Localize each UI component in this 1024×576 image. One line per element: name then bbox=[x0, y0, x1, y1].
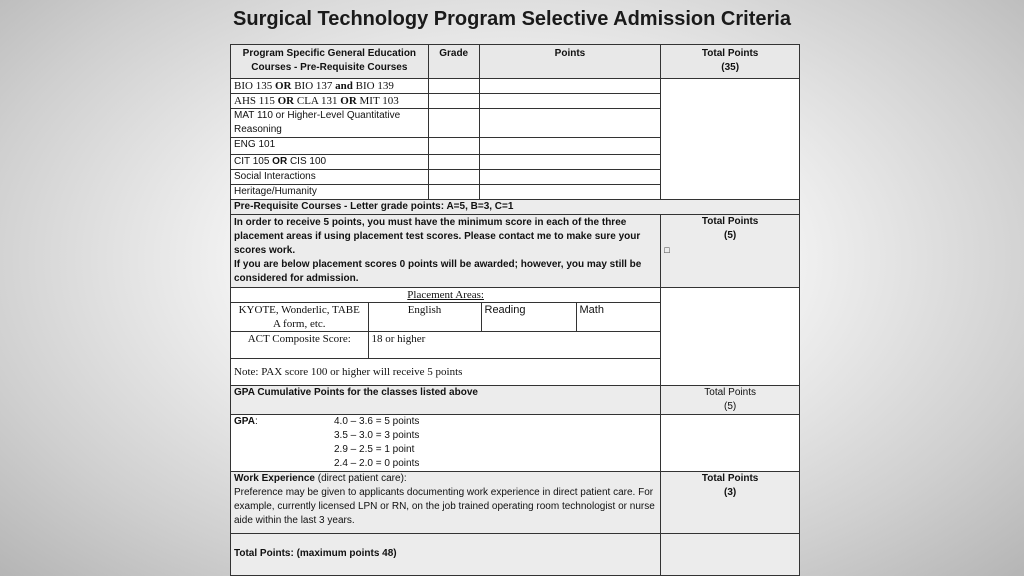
pax-note: Note: PAX score 100 or higher will receive 5 points bbox=[231, 359, 660, 385]
work-total-label: Total Points bbox=[701, 472, 759, 484]
grade-cell[interactable] bbox=[428, 138, 479, 155]
course-row-bio bbox=[231, 79, 800, 94]
points-cell[interactable] bbox=[479, 79, 661, 94]
gpa-score-cell[interactable] bbox=[661, 414, 800, 471]
points-cell[interactable] bbox=[479, 109, 661, 138]
gpa-label bbox=[234, 415, 334, 471]
course-ahs bbox=[231, 94, 429, 109]
total-points-label: Total Points bbox=[701, 48, 759, 59]
grade-cell[interactable] bbox=[428, 185, 479, 200]
placement-reading: Reading bbox=[481, 303, 576, 332]
grade-points-note: Pre-Requisite Courses - Letter grade points: A=5, B=3, C=1 bbox=[231, 200, 800, 215]
total-points-value: (35) bbox=[721, 62, 740, 73]
grade-cell[interactable] bbox=[428, 79, 479, 94]
placement-english: English bbox=[368, 303, 481, 332]
act-label: ACT Composite Score: bbox=[231, 332, 368, 359]
placement-areas-cell bbox=[231, 288, 661, 386]
work-total-value: (3) bbox=[724, 486, 737, 498]
placement-areas-label: Placement Areas: bbox=[231, 288, 660, 303]
course-social: Social Interactions bbox=[231, 170, 429, 185]
placement-warning: If you are below placement scores 0 points will be awarded; however, you may still be considered for admission. bbox=[234, 259, 642, 284]
course-cit bbox=[231, 155, 429, 170]
placement-areas-table bbox=[231, 288, 660, 385]
gpa-label-text: GPA bbox=[234, 415, 255, 427]
points-cell[interactable] bbox=[479, 170, 661, 185]
work-total-cell bbox=[661, 471, 800, 533]
courses-header: Program Specific General Education Courses - Pre-Requisite Courses bbox=[231, 45, 429, 79]
table-header-row bbox=[231, 45, 800, 79]
grade-cell[interactable] bbox=[428, 155, 479, 170]
work-label: Work Experience bbox=[234, 472, 315, 484]
course-code: CIS 100 bbox=[289, 156, 327, 167]
act-value: 18 or higher bbox=[368, 332, 660, 359]
placement-areas-row bbox=[231, 288, 800, 386]
or-label: OR bbox=[272, 156, 288, 167]
admission-criteria-table bbox=[230, 44, 800, 576]
or-label: OR bbox=[277, 95, 295, 107]
and-label: and bbox=[335, 80, 353, 92]
course-code: CIT 105 bbox=[234, 156, 270, 167]
footer-total-cell[interactable] bbox=[661, 533, 800, 575]
points-cell[interactable] bbox=[479, 155, 661, 170]
gpa-scale-item: 3.5 – 3.0 = 3 points bbox=[334, 429, 420, 441]
gpa-scale-item: 4.0 – 3.6 = 5 points bbox=[334, 415, 420, 427]
course-code: BIO 137 bbox=[294, 80, 333, 92]
points-cell[interactable] bbox=[479, 185, 661, 200]
work-description: Preference may be given to applicants documenting work experience in direct patient care. For example, currently licensed LPN or RN, on the job trained operating room technologist or nurse aide within the last 3 years. bbox=[234, 486, 655, 526]
gpa-scale-item: 2.9 – 2.5 = 1 point bbox=[334, 443, 415, 455]
gpa-scale-row bbox=[231, 414, 800, 471]
grade-points-row bbox=[231, 200, 800, 215]
gpa-total-value: (5) bbox=[724, 400, 737, 412]
course-code: MIT 103 bbox=[359, 95, 399, 107]
gpa-header-row bbox=[231, 385, 800, 414]
placement-instructions: In order to receive 5 points, you must have the minimum score in each of the three placement areas if using placement test scores. Please contact me to make sure your scores work. bbox=[234, 217, 641, 256]
footer-row bbox=[231, 533, 800, 575]
course-mat: MAT 110 or Higher-Level Quantitative Reasoning bbox=[231, 109, 429, 138]
course-code: CLA 131 bbox=[296, 95, 338, 107]
grade-header: Grade bbox=[428, 45, 479, 79]
gpa-scale-item: 2.4 – 2.0 = 0 points bbox=[334, 457, 420, 469]
gpa-header: GPA Cumulative Points for the classes listed above bbox=[231, 385, 661, 414]
gpa-total-label: Total Points bbox=[704, 386, 756, 398]
gpa-label-colon: : bbox=[254, 415, 258, 427]
points-cell[interactable] bbox=[479, 94, 661, 109]
placement-total-value: (5) bbox=[724, 230, 737, 241]
gpa-scale-list bbox=[334, 415, 419, 471]
course-code: BIO 139 bbox=[355, 80, 394, 92]
work-row bbox=[231, 471, 800, 533]
total-points-header bbox=[661, 45, 800, 79]
page-title: Surgical Technology Program Selective Admission Criteria bbox=[233, 8, 791, 30]
gpa-total-cell bbox=[661, 385, 800, 414]
placement-total-label: Total Points bbox=[701, 216, 759, 227]
course-eng: ENG 101 bbox=[231, 138, 429, 155]
placement-tests: KYOTE, Wonderlic, TABE A form, etc. bbox=[231, 303, 368, 332]
points-cell[interactable] bbox=[479, 138, 661, 155]
gpa-scale-cell bbox=[231, 414, 661, 471]
points-header: Points bbox=[479, 45, 661, 79]
or-label: OR bbox=[274, 80, 292, 92]
work-label-suffix: (direct patient care): bbox=[314, 472, 407, 484]
footer-total: Total Points: (maximum points 48) bbox=[231, 533, 661, 575]
grade-cell[interactable] bbox=[428, 94, 479, 109]
checkbox-icon[interactable]: □ bbox=[664, 245, 670, 255]
placement-total-cell bbox=[661, 215, 800, 288]
placement-text bbox=[231, 215, 661, 288]
course-heritage: Heritage/Humanity bbox=[231, 185, 429, 200]
grade-cell[interactable] bbox=[428, 109, 479, 138]
course-code: BIO 135 bbox=[234, 80, 273, 92]
grade-cell[interactable] bbox=[428, 170, 479, 185]
courses-total-cell[interactable] bbox=[661, 79, 800, 200]
course-code: AHS 115 bbox=[234, 95, 275, 107]
or-label: OR bbox=[340, 95, 357, 107]
placement-row bbox=[231, 215, 800, 288]
placement-score-cell[interactable] bbox=[661, 288, 800, 386]
placement-math: Math bbox=[576, 303, 660, 332]
work-text-cell bbox=[231, 471, 661, 533]
course-bio bbox=[231, 79, 429, 94]
